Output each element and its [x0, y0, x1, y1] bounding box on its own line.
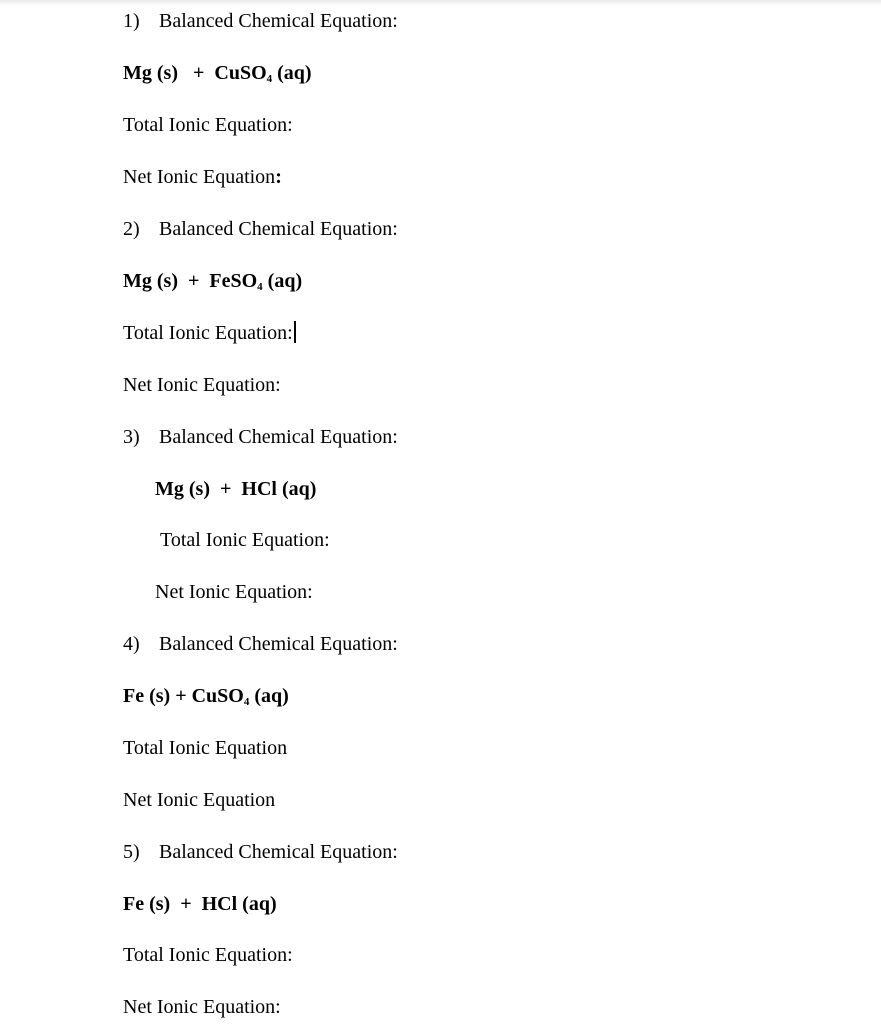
text-cursor — [294, 321, 296, 343]
item-4-reaction — [123, 684, 289, 708]
compound: FeSO — [209, 270, 258, 292]
compound: HCl (aq) — [201, 893, 277, 915]
item-5-net-ionic-label: Net Ionic Equation: — [123, 996, 281, 1018]
subscript: 4 — [266, 73, 273, 85]
item-4-net-ionic-label: Net Ionic Equation — [123, 789, 276, 811]
compound: CuSO — [214, 62, 267, 84]
item-number: 2) — [123, 218, 140, 240]
item-2-net-ionic-label: Net Ionic Equation: — [123, 374, 281, 396]
state: (aq) — [267, 270, 303, 292]
reactant: Mg (s) — [155, 478, 210, 500]
item-heading-text: Balanced Chemical Equation: — [159, 426, 398, 448]
item-4-total-ionic-label: Total Ionic Equation — [123, 737, 288, 759]
item-heading-text: Balanced Chemical Equation: — [159, 841, 398, 863]
total-label-text: Total Ionic Equation: — [123, 322, 293, 344]
plus-sign: + — [175, 685, 187, 707]
item-number: 4) — [123, 633, 140, 655]
reactant: Mg (s) — [123, 62, 178, 84]
item-number: 1) — [123, 10, 140, 32]
item-2-reaction — [123, 269, 302, 293]
item-number: 3) — [123, 426, 140, 448]
item-3-total-ionic-label: Total Ionic Equation: — [160, 529, 330, 551]
reactant: Fe (s) — [123, 685, 171, 707]
plus-sign: + — [219, 478, 232, 500]
item-number: 5) — [123, 841, 140, 863]
item-2-heading — [123, 217, 398, 241]
state: (aq) — [277, 62, 312, 84]
compound: HCl (aq) — [241, 478, 317, 500]
item-4-heading — [123, 632, 398, 656]
subscript: 4 — [243, 696, 250, 708]
item-5-heading — [123, 840, 398, 864]
page-top-edge — [0, 0, 881, 6]
item-heading-text: Balanced Chemical Equation: — [159, 10, 398, 32]
plus-sign: + — [187, 270, 200, 292]
item-1-net-ionic-label — [123, 165, 282, 189]
net-label-text: Net Ionic Equation — [123, 166, 276, 188]
compound: CuSO — [191, 685, 244, 707]
item-5-total-ionic-label: Total Ionic Equation: — [123, 944, 293, 966]
item-3-heading — [123, 425, 398, 449]
plus-sign: + — [192, 62, 205, 84]
net-label-colon: : — [275, 166, 282, 188]
subscript: 4 — [257, 281, 263, 293]
item-heading-text: Balanced Chemical Equation: — [159, 218, 398, 240]
item-1-total-ionic-label: Total Ionic Equation: — [123, 114, 293, 136]
item-heading-text: Balanced Chemical Equation: — [159, 633, 398, 655]
item-2-total-ionic-label[interactable] — [123, 321, 296, 345]
state: (aq) — [254, 685, 289, 707]
item-1-heading — [123, 9, 398, 33]
reactant: Mg (s) — [123, 270, 178, 292]
item-3-reaction — [155, 477, 316, 501]
item-3-net-ionic-label: Net Ionic Equation: — [155, 581, 313, 603]
item-1-reaction — [123, 61, 312, 85]
reactant: Fe (s) — [123, 893, 171, 915]
item-5-reaction — [123, 892, 277, 916]
plus-sign: + — [180, 893, 192, 915]
